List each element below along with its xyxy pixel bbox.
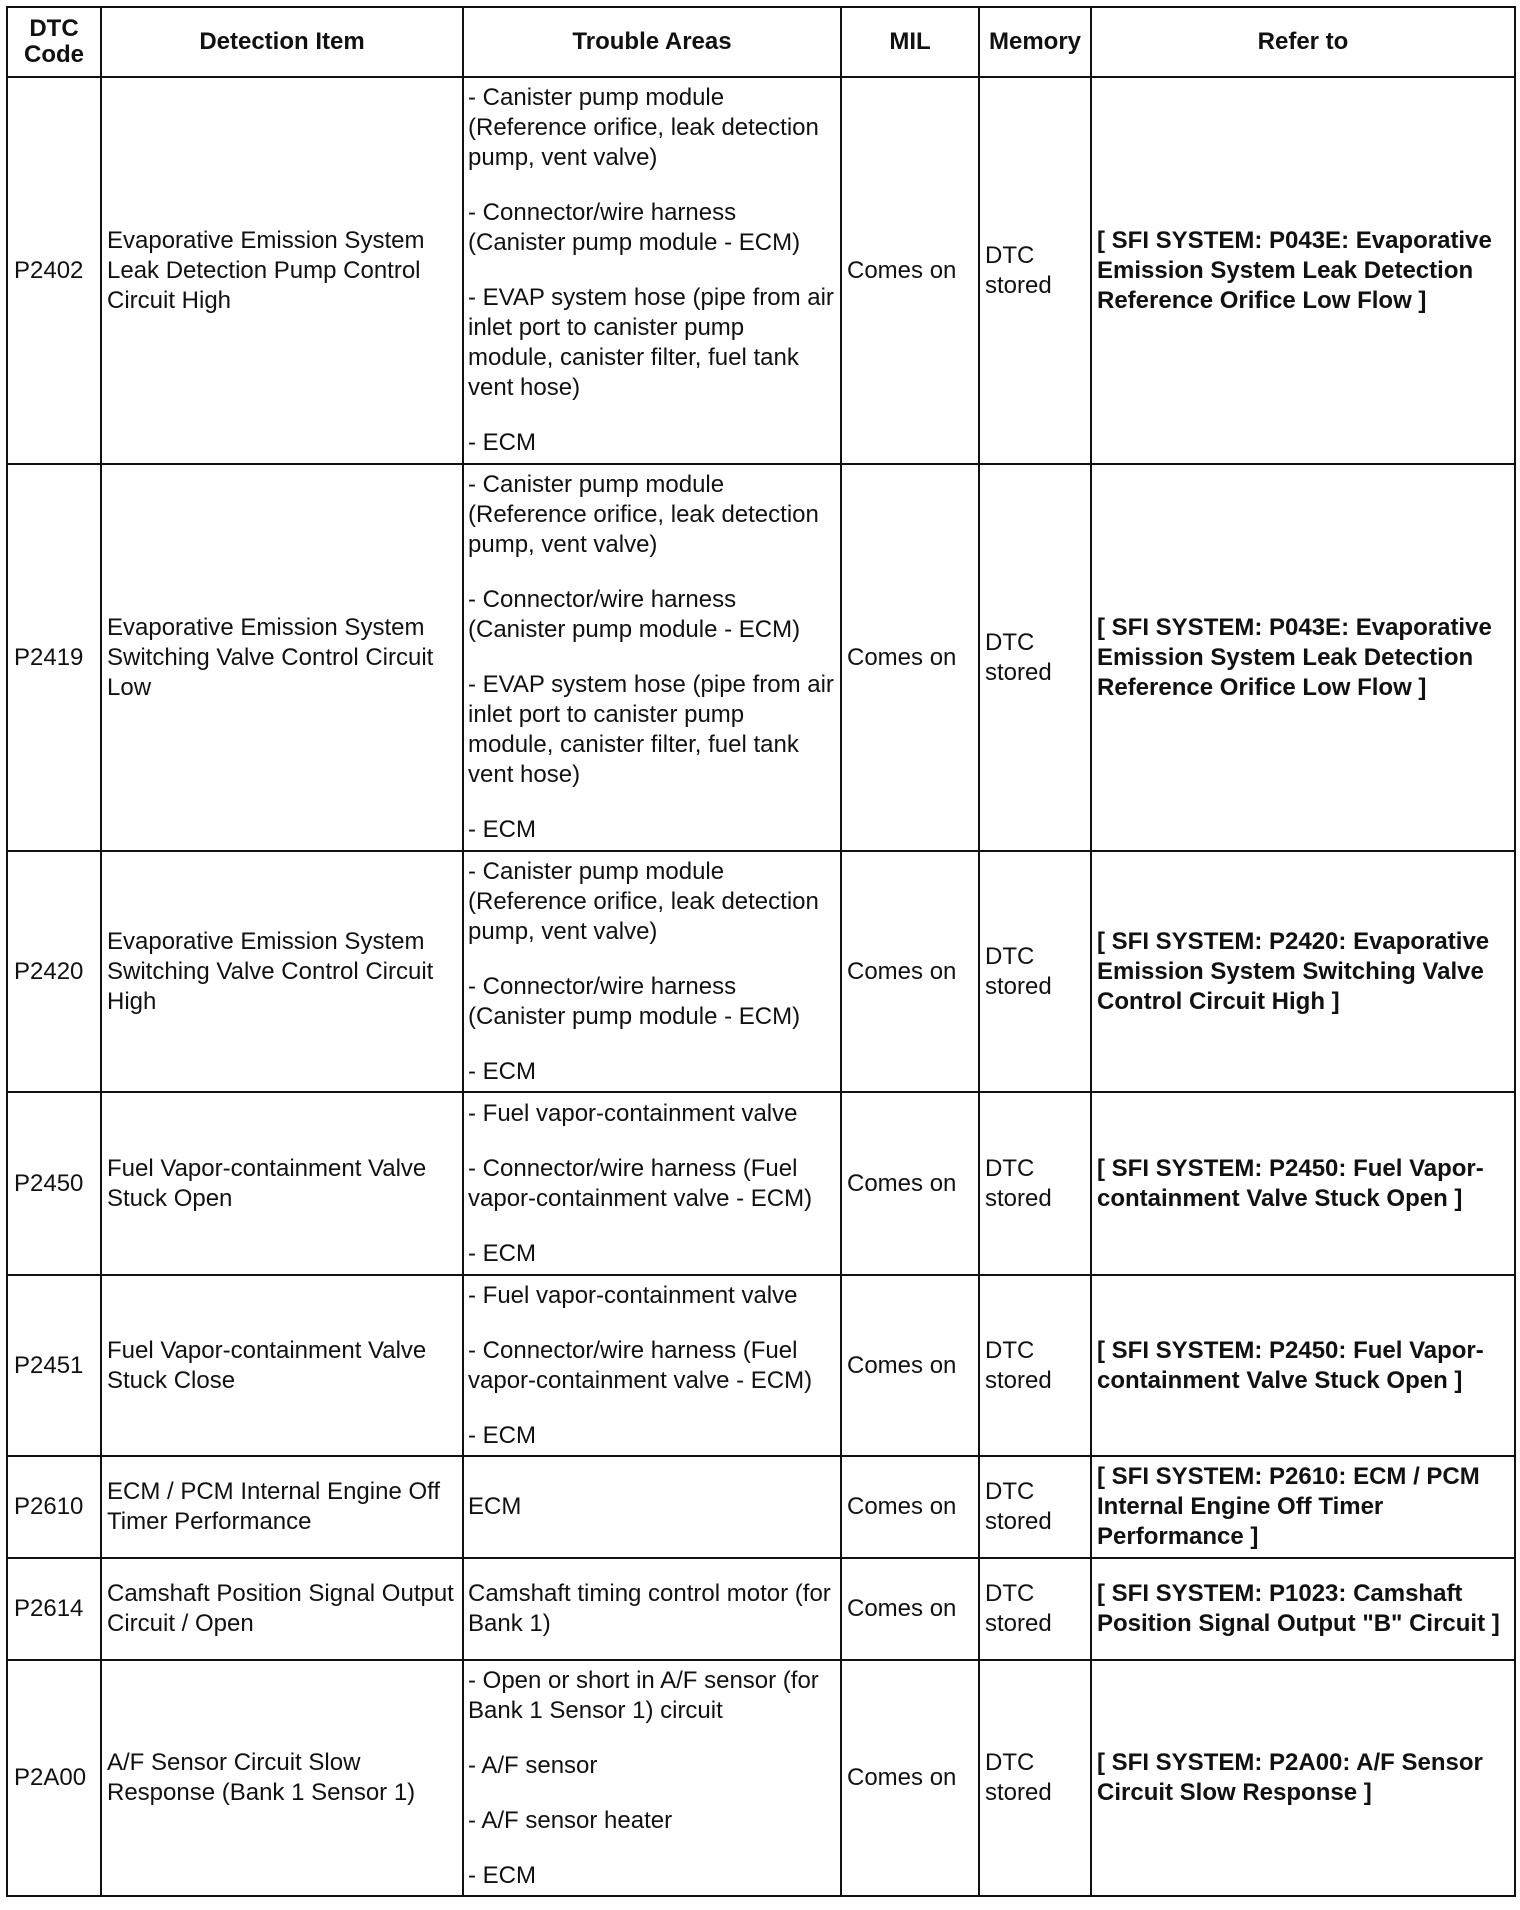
trouble-area-item: - ECM <box>468 1239 536 1267</box>
trouble-area-item: - EVAP system hose (pipe from air inlet port to canister pump module, canister filter, fuel tank vent hose) <box>468 284 834 401</box>
detection-item-cell: Evaporative Emission System Switching Valve Control Circuit Low <box>101 464 463 851</box>
mil-cell: Comes on <box>841 1660 979 1896</box>
dtc-code-cell: P2451 <box>7 1275 101 1456</box>
table-row <box>7 1275 1515 1456</box>
trouble-areas-cell <box>463 1660 841 1896</box>
detection-item-cell: Camshaft Position Signal Output Circuit / Open <box>101 1558 463 1660</box>
dtc-table <box>6 6 1516 1897</box>
trouble-area-item: - Connector/wire harness (Fuel vapor-containment valve - ECM) <box>468 1336 813 1394</box>
refer-to-link[interactable]: [ SFI SYSTEM: P2450: Fuel Vapor-containment Valve Stuck Open ] <box>1091 1092 1515 1275</box>
header-detection-item: Detection Item <box>101 7 463 77</box>
header-dtc-code-line2: Code <box>24 41 84 68</box>
trouble-area-item: - ECM <box>468 1421 536 1449</box>
trouble-area-item: Camshaft timing control motor (for Bank 1) <box>468 1580 831 1637</box>
trouble-area-item: - ECM <box>468 1861 536 1889</box>
detection-item-cell: A/F Sensor Circuit Slow Response (Bank 1 Sensor 1) <box>101 1660 463 1896</box>
trouble-areas-cell <box>463 1456 841 1558</box>
trouble-areas-cell <box>463 464 841 851</box>
dtc-code-cell: P2610 <box>7 1456 101 1558</box>
memory-cell: DTC stored <box>979 1456 1091 1558</box>
refer-to-link[interactable]: [ SFI SYSTEM: P2A00: A/F Sensor Circuit Slow Response ] <box>1091 1660 1515 1896</box>
trouble-area-item: - Canister pump module (Reference orifice, leak detection pump, vent valve) <box>468 84 819 171</box>
memory-cell: DTC stored <box>979 464 1091 851</box>
refer-to-link[interactable]: [ SFI SYSTEM: P1023: Camshaft Position Signal Output "B" Circuit ] <box>1091 1558 1515 1660</box>
table-row <box>7 464 1515 851</box>
refer-to-link[interactable]: [ SFI SYSTEM: P2450: Fuel Vapor-containment Valve Stuck Open ] <box>1091 1275 1515 1456</box>
trouble-area-item: - ECM <box>468 1057 536 1085</box>
refer-to-link[interactable]: [ SFI SYSTEM: P2420: Evaporative Emission System Switching Valve Control Circuit High ] <box>1091 851 1515 1092</box>
trouble-area-item: - ECM <box>468 816 536 843</box>
trouble-area-item: - Connector/wire harness (Fuel vapor-containment valve - ECM) <box>468 1154 813 1212</box>
mil-cell: Comes on <box>841 1558 979 1660</box>
table-row <box>7 1660 1515 1896</box>
trouble-area-item: - Connector/wire harness (Canister pump module - ECM) <box>468 199 801 256</box>
dtc-table-page <box>6 6 1514 1897</box>
memory-cell: DTC stored <box>979 1275 1091 1456</box>
table-row <box>7 77 1515 464</box>
header-dtc-code <box>7 7 101 77</box>
trouble-area-item: - Fuel vapor-containment valve <box>468 1099 798 1127</box>
trouble-area-item: - EVAP system hose (pipe from air inlet port to canister pump module, canister filter, fuel tank vent hose) <box>468 671 834 788</box>
trouble-areas-cell <box>463 1558 841 1660</box>
trouble-area-item: - Canister pump module (Reference orifice, leak detection pump, vent valve) <box>468 471 819 558</box>
mil-cell: Comes on <box>841 464 979 851</box>
detection-item-cell: Evaporative Emission System Switching Valve Control Circuit High <box>101 851 463 1092</box>
trouble-area-item: - Fuel vapor-containment valve <box>468 1281 798 1309</box>
refer-to-link[interactable]: [ SFI SYSTEM: P043E: Evaporative Emission System Leak Detection Reference Orifice Low Flow ] <box>1091 464 1515 851</box>
header-trouble-areas: Trouble Areas <box>463 7 841 77</box>
header-mil: MIL <box>841 7 979 77</box>
refer-to-link[interactable]: [ SFI SYSTEM: P2610: ECM / PCM Internal Engine Off Timer Performance ] <box>1091 1456 1515 1558</box>
header-refer-to: Refer to <box>1091 7 1515 77</box>
trouble-area-item: - Connector/wire harness (Canister pump module - ECM) <box>468 586 801 643</box>
trouble-areas-cell <box>463 1092 841 1275</box>
mil-cell: Comes on <box>841 851 979 1092</box>
mil-cell: Comes on <box>841 1275 979 1456</box>
table-row <box>7 1558 1515 1660</box>
memory-cell: DTC stored <box>979 77 1091 464</box>
detection-item-cell: Fuel Vapor-containment Valve Stuck Open <box>101 1092 463 1275</box>
detection-item-cell: Evaporative Emission System Leak Detection Pump Control Circuit High <box>101 77 463 464</box>
trouble-areas-cell <box>463 77 841 464</box>
memory-cell: DTC stored <box>979 1092 1091 1275</box>
mil-cell: Comes on <box>841 1092 979 1275</box>
dtc-code-cell: P2420 <box>7 851 101 1092</box>
dtc-code-cell: P2402 <box>7 77 101 464</box>
dtc-code-cell: P2A00 <box>7 1660 101 1896</box>
mil-cell: Comes on <box>841 77 979 464</box>
trouble-area-item: - ECM <box>468 429 536 456</box>
detection-item-cell: Fuel Vapor-containment Valve Stuck Close <box>101 1275 463 1456</box>
trouble-areas-cell <box>463 1275 841 1456</box>
header-dtc-code-line1: DTC <box>29 15 79 42</box>
trouble-area-item: ECM <box>468 1493 522 1520</box>
detection-item-cell: ECM / PCM Internal Engine Off Timer Performance <box>101 1456 463 1558</box>
table-row <box>7 851 1515 1092</box>
trouble-area-item: - Canister pump module (Reference orifice, leak detection pump, vent valve) <box>468 857 819 945</box>
memory-cell: DTC stored <box>979 1558 1091 1660</box>
dtc-code-cell: P2614 <box>7 1558 101 1660</box>
dtc-code-cell: P2450 <box>7 1092 101 1275</box>
trouble-area-item: - A/F sensor <box>468 1751 598 1779</box>
table-row <box>7 1092 1515 1275</box>
trouble-area-item: - A/F sensor heater <box>468 1806 673 1834</box>
refer-to-link[interactable]: [ SFI SYSTEM: P043E: Evaporative Emission System Leak Detection Reference Orifice Low Flow ] <box>1091 77 1515 464</box>
trouble-area-item: - Open or short in A/F sensor (for Bank 1 Sensor 1) circuit <box>468 1666 819 1724</box>
memory-cell: DTC stored <box>979 851 1091 1092</box>
trouble-areas-cell <box>463 851 841 1092</box>
table-header-row <box>7 7 1515 77</box>
trouble-area-item: - Connector/wire harness (Canister pump module - ECM) <box>468 972 801 1030</box>
memory-cell: DTC stored <box>979 1660 1091 1896</box>
header-memory: Memory <box>979 7 1091 77</box>
dtc-code-cell: P2419 <box>7 464 101 851</box>
table-row <box>7 1456 1515 1558</box>
mil-cell: Comes on <box>841 1456 979 1558</box>
